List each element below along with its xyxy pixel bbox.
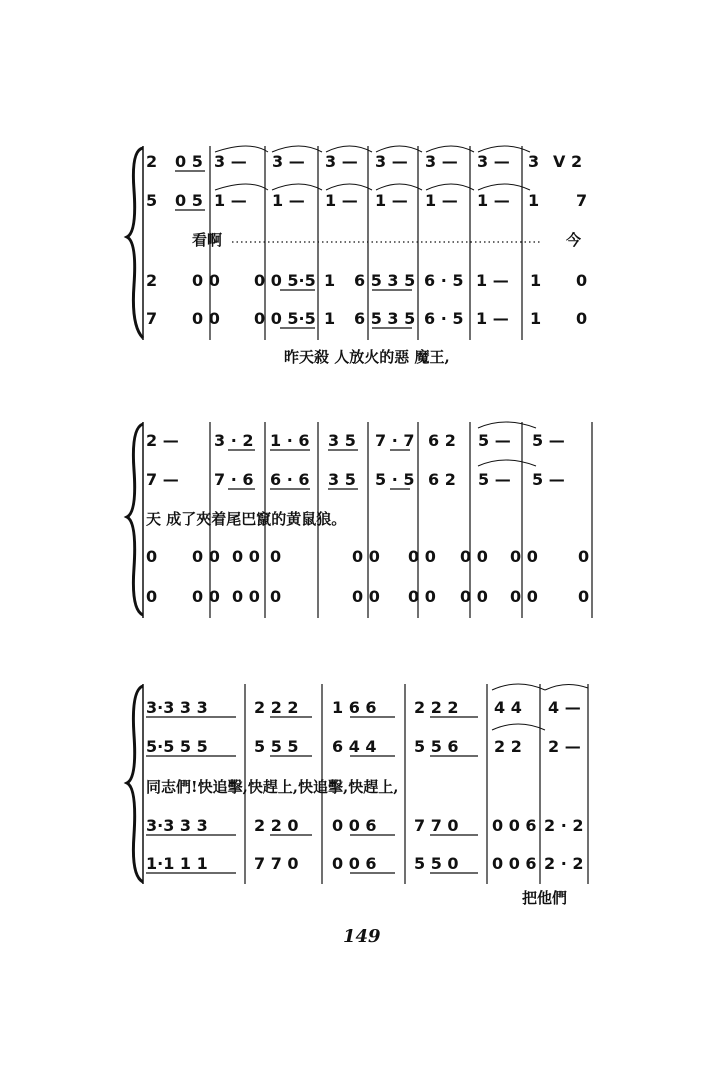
note: 1	[324, 271, 336, 290]
note: 0	[146, 587, 158, 606]
note: 0 0	[232, 587, 260, 606]
note: 2 2 2	[254, 698, 299, 717]
note: 7 7 0	[414, 816, 459, 835]
note: 0 0	[192, 309, 220, 328]
note: 6 · 5	[424, 309, 464, 328]
note: 6 · 6	[270, 470, 310, 489]
note: 1	[324, 309, 336, 328]
note: 0	[146, 547, 158, 566]
note: 6 4 4	[332, 737, 377, 756]
note: 6 2	[428, 470, 456, 489]
system-2	[127, 422, 592, 618]
note: 5 · 5	[375, 470, 415, 489]
note: 1 —	[272, 191, 305, 210]
note: 3·3 3 3	[146, 816, 208, 835]
note: 0 0	[192, 547, 220, 566]
note: 7 · 7	[375, 431, 415, 450]
note: 4 —	[548, 698, 581, 717]
system-3	[127, 684, 588, 907]
slur	[326, 184, 372, 190]
note: 5·5 5 5	[146, 737, 208, 756]
note: 2 2 0	[254, 816, 299, 835]
note: 1 —	[214, 191, 247, 210]
note: V 2	[553, 152, 583, 171]
system-1-brace	[127, 148, 143, 338]
note: 1	[528, 191, 540, 210]
note: 0 0 6	[492, 854, 537, 873]
note: 6 2	[428, 431, 456, 450]
note: 0 0	[408, 547, 436, 566]
note: 1	[530, 309, 542, 328]
note: 2 2 2	[414, 698, 459, 717]
note: 2 · 2	[544, 816, 584, 835]
slur	[215, 184, 268, 190]
system-1	[127, 146, 587, 366]
note: 1	[530, 271, 542, 290]
lyric: 把他們	[522, 889, 568, 907]
note: 0 0	[460, 587, 488, 606]
slur	[492, 684, 545, 690]
note: 0 0	[510, 547, 538, 566]
lyric: 看啊	[192, 231, 223, 249]
note: 7 7 0	[254, 854, 299, 873]
note: 0 0	[232, 547, 260, 566]
note: 0 0	[460, 547, 488, 566]
note: 0 0 5·5	[254, 309, 316, 328]
note: 2 —	[548, 737, 581, 756]
note: 0 5	[175, 152, 203, 171]
note: 0 0	[510, 587, 538, 606]
note: 6 · 5	[424, 271, 464, 290]
note: 3·3 3 3	[146, 698, 208, 717]
note: 7	[146, 309, 158, 328]
note: 0 0 5·5	[254, 271, 316, 290]
note: 5 —	[478, 470, 511, 489]
note: 6 5 3 5	[354, 309, 416, 328]
note: 0 0	[192, 587, 220, 606]
note: 7 —	[146, 470, 179, 489]
note: 0 5	[175, 191, 203, 210]
note: 5 5 5	[254, 737, 299, 756]
note: 0 0 6	[492, 816, 537, 835]
lyric: 同志們!快追擊,快趕上,快追擊,快趕上,	[146, 778, 399, 796]
note: 2 —	[146, 431, 179, 450]
note: 0 0	[408, 587, 436, 606]
slur	[478, 422, 536, 428]
note: 2	[146, 152, 158, 171]
note: 4 4	[494, 698, 522, 717]
note: 0	[270, 547, 282, 566]
lyric: 天 成了夾着尾巴竄的黄鼠狼。	[146, 510, 347, 528]
note: 0 0	[192, 271, 220, 290]
note: 1 —	[375, 191, 408, 210]
note: 3 —	[477, 152, 510, 171]
note: 0	[576, 309, 588, 328]
slur	[492, 724, 545, 730]
note: 5 —	[478, 431, 511, 450]
note: 7 · 6	[214, 470, 254, 489]
lyric: 今	[566, 231, 582, 249]
system-2-brace	[127, 424, 143, 615]
note: 0 0	[352, 547, 380, 566]
note: 1 —	[425, 191, 458, 210]
note: 1·1 1 1	[146, 854, 208, 873]
slur	[478, 460, 536, 466]
lyric: 昨天殺 人放火的惡 魔王,	[284, 348, 450, 366]
note: 6 5 3 5	[354, 271, 416, 290]
note: 1 · 6	[270, 431, 310, 450]
note: 3 5	[328, 431, 356, 450]
note: 0	[578, 587, 590, 606]
note: 3 —	[425, 152, 458, 171]
note: 1 6 6	[332, 698, 377, 717]
note: 1 —	[477, 191, 510, 210]
note: 5 5 0	[414, 854, 459, 873]
note: 2 2	[494, 737, 522, 756]
page-number: 149	[343, 926, 381, 947]
note: 0	[270, 587, 282, 606]
system-3-brace	[127, 686, 143, 882]
note: 3 —	[375, 152, 408, 171]
note: 2 · 2	[544, 854, 584, 873]
slur	[426, 184, 474, 190]
note: 5 5 6	[414, 737, 459, 756]
note: 0 0 6	[332, 816, 377, 835]
note: 3 5	[328, 470, 356, 489]
note: 3 —	[214, 152, 247, 171]
note: 5	[146, 191, 158, 210]
slur	[272, 184, 322, 190]
note: 1 —	[476, 309, 509, 328]
note: 0	[578, 547, 590, 566]
note: 0 0	[352, 587, 380, 606]
slur	[376, 184, 422, 190]
note: 5 —	[532, 470, 565, 489]
note: 3 · 2	[214, 431, 254, 450]
note: 1 —	[476, 271, 509, 290]
slur	[545, 684, 588, 690]
note: 2	[146, 271, 158, 290]
note: 5 —	[532, 431, 565, 450]
note: 7	[576, 191, 588, 210]
note: 0 0 6	[332, 854, 377, 873]
note: 3 —	[325, 152, 358, 171]
note: 0	[576, 271, 588, 290]
note: 3	[528, 152, 540, 171]
note: 1 —	[325, 191, 358, 210]
note: 3 —	[272, 152, 305, 171]
